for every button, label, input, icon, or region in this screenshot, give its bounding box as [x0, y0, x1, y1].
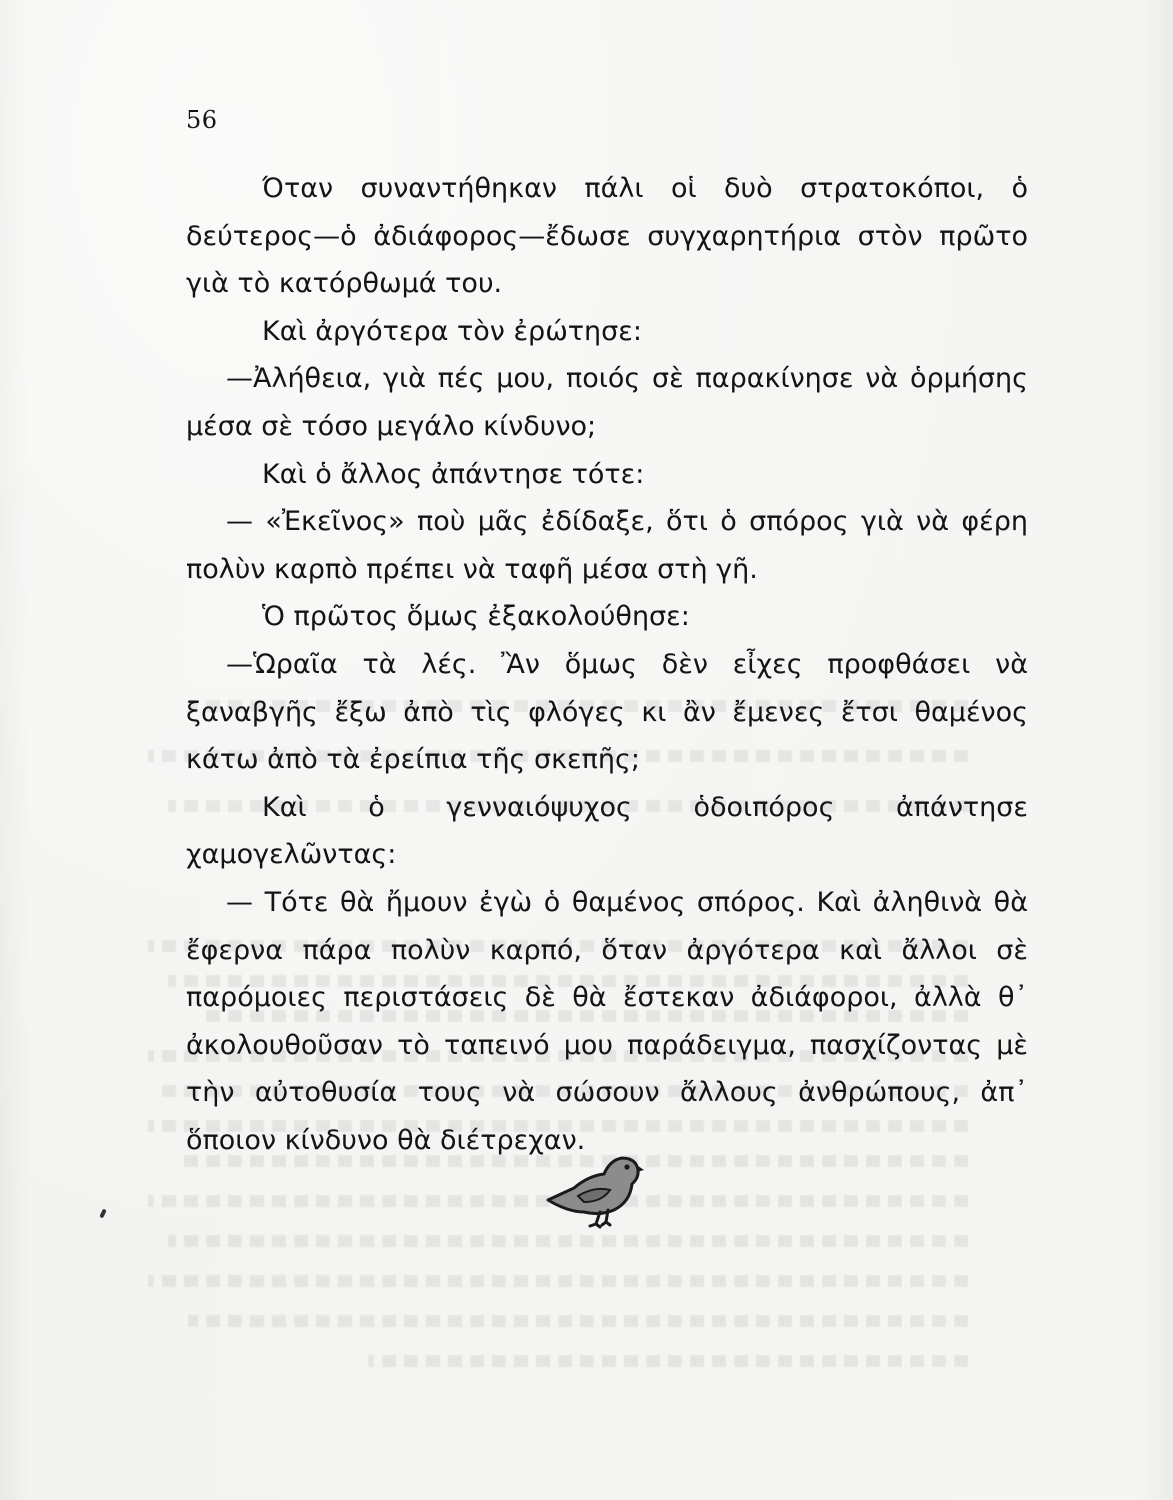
- paragraph: Ὁ πρῶτος ὅμως ἐξακολούθησε:: [262, 601, 690, 633]
- ink-speck: [99, 1209, 106, 1219]
- paragraph: Όταν συναντήθηκαν πάλι οἱ δυὸ στρατοκόποι, ὁ δεύτερος—ὁ ἀδιάφορος—ἔδωσε συγχαρητήρια στὸν πρῶτο γιὰ τὸ κατόρθωμά του.: [186, 173, 1028, 300]
- body-text: [186, 165, 1028, 1164]
- dialogue-paragraph: — «Ἐκεῖνος» ποὺ μᾶς ἐδίδαξε, ὅτι ὁ σπόρος γιὰ νὰ φέρη πολὺν καρπὸ πρέπει νὰ ταφῆ μέσα στὴ γῆ.: [186, 506, 1028, 585]
- paragraph: Καὶ ὁ γενναιόψυχος ὁδοιπόρος ἀπάντησε χαμογελῶντας:: [186, 791, 1028, 871]
- bird-icon: [544, 1150, 644, 1230]
- dialogue-paragraph: —Ὡραῖα τὰ λές. Ἂν ὅμως δὲν εἶχες προφθάσει νὰ ξαναβγῆς ἔξω ἀπὸ τὶς φλόγες κι ἂν ἔμενες ἔτσι θαμένος κάτω ἀπὸ τὰ ἐρείπια τῆς σκεπῆς;: [186, 648, 1028, 776]
- dialogue-paragraph: —Ἀλήθεια, γιὰ πές μου, ποιός σὲ παρακίνησε νὰ ὁρμήσης μέσα σὲ τόσο μεγάλο κίνδυνο;: [186, 363, 1028, 442]
- dialogue-paragraph: — Τότε θὰ ἤμουν ἐγὼ ὁ θαμένος σπόρος. Καὶ ἀληθινὰ θὰ ἔφερνα πάρα πολὺν καρπό, ὅταν ἀργότερα καὶ ἄλλοι σὲ παρόμοιες περιστάσεις δὲ θὰ ἔστεκαν ἀδιάφοροι, ἀλλὰ θ᾽ ἀκολουθοῦσαν τὸ ταπεινό μου παράδειγμα, πασχίζοντας μὲ τὴν αὐτοθυσία τους νὰ σώσουν ἄλλους ἀνθρώπους, ἀπ᾽ ὅποιον κίνδυνο θὰ διέτρεχαν.: [186, 886, 1028, 1156]
- paragraph: Καὶ ἀργότερα τὸν ἐρώτησε:: [262, 315, 642, 347]
- page-number: 56: [186, 106, 218, 134]
- paragraph: Καὶ ὁ ἄλλος ἀπάντησε τότε:: [262, 458, 645, 490]
